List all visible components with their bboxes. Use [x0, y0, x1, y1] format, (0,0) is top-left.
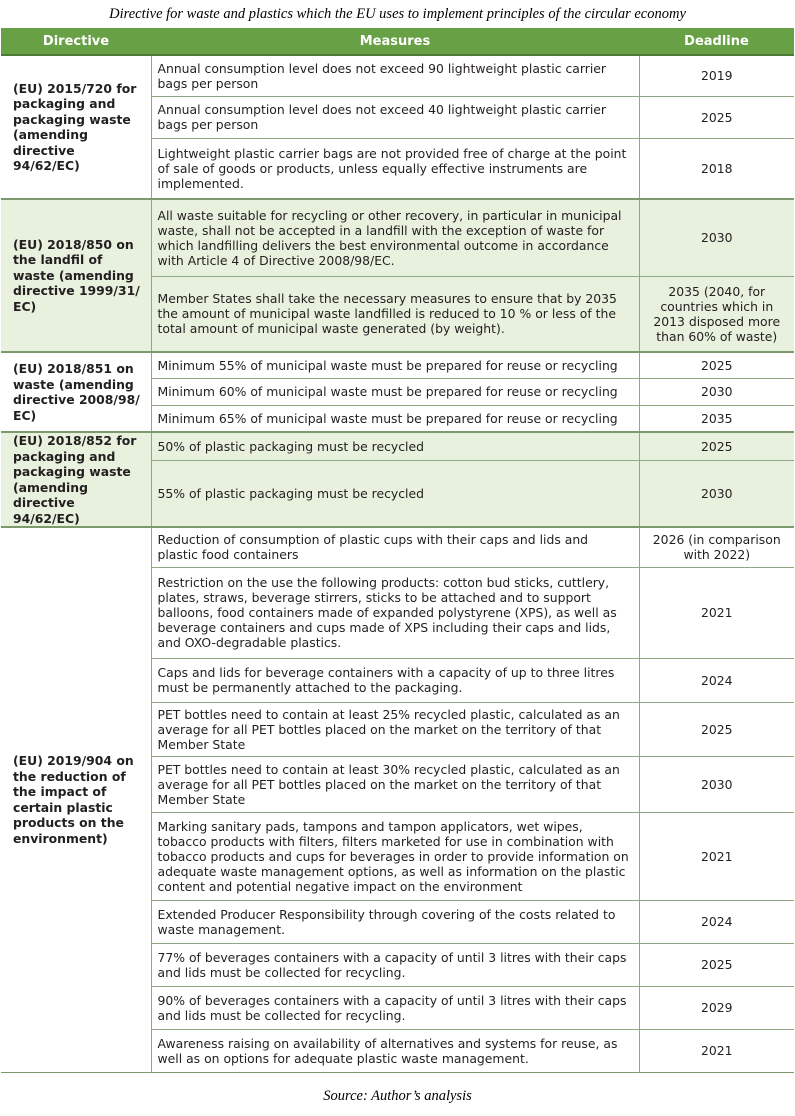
measure-cell: PET bottles need to contain at least 25% recycled plastic, calculated as an average for all PET bottles placed on the market on the territory of that Member State — [151, 702, 639, 756]
header-measures: Measures — [151, 28, 639, 55]
deadline-cell: 2025 — [639, 352, 794, 378]
deadline-cell: 2030 — [639, 199, 794, 276]
directive-cell: (EU) 2015/720 for packaging and packaging waste (amending directive 94/62/EC) — [1, 55, 151, 199]
table-header — [1, 28, 794, 55]
measure-cell: 55% of plastic packaging must be recycled — [151, 460, 639, 527]
deadline-cell: 2035 (2040, for countries which in 2013 disposed more than 60% of waste) — [639, 276, 794, 352]
measure-cell: Reduction of consumption of plastic cups with their caps and lids and plastic food containers — [151, 527, 639, 567]
measure-cell: Member States shall take the necessary measures to ensure that by 2035 the amount of municipal waste landfilled is reduced to 10 % or less of the total amount of municipal waste generated (by weight). — [151, 276, 639, 352]
deadline-cell: 2030 — [639, 756, 794, 812]
table-row — [1, 527, 794, 567]
measure-cell: 90% of beverages containers with a capacity of until 3 litres with their caps and lids must be collected for recycling. — [151, 986, 639, 1029]
directive-group — [1, 432, 794, 527]
directive-cell: (EU) 2018/851 on waste (amending directive 2008/98/ EC) — [1, 352, 151, 432]
measure-cell: Awareness raising on availability of alternatives and systems for reuse, as well as on options for adequate plastic waste management. — [151, 1029, 639, 1072]
measure-cell: Minimum 55% of municipal waste must be prepared for reuse or recycling — [151, 352, 639, 378]
table-source: Source: Author’s analysis — [323, 1088, 472, 1104]
directive-group — [1, 55, 794, 199]
directive-group — [1, 352, 794, 432]
directive-group — [1, 199, 794, 352]
measure-cell: Annual consumption level does not exceed 40 lightweight plastic carrier bags per person — [151, 96, 639, 138]
measure-cell: Caps and lids for beverage containers with a capacity of up to three litres must be permanently attached to the packaging. — [151, 658, 639, 702]
directive-group — [1, 527, 794, 1072]
directive-cell: (EU) 2019/904 on the reduction of the impact of certain plastic products on the environment) — [1, 527, 151, 1072]
measure-cell: Lightweight plastic carrier bags are not provided free of charge at the point of sale of goods or products, unless equally effective instruments are implemented. — [151, 138, 639, 199]
table-row — [1, 55, 794, 96]
measure-cell: Minimum 60% of municipal waste must be prepared for reuse or recycling — [151, 378, 639, 405]
measure-cell: Restriction on the use the following products: cotton bud sticks, cuttlery, plates, straws, beverage stirrers, sticks to be attached and to support balloons, food containers made of expanded polystyrene (XPS), as well as beverage containers and cups made of XPS including their caps and lids, and OXO-degradable plastics. — [151, 567, 639, 658]
deadline-cell: 2030 — [639, 460, 794, 527]
measure-cell: 50% of plastic packaging must be recycled — [151, 432, 639, 460]
deadline-cell: 2018 — [639, 138, 794, 199]
measure-cell: 77% of beverages containers with a capacity of until 3 litres with their caps and lids must be collected for recycling. — [151, 943, 639, 986]
deadline-cell: 2021 — [639, 812, 794, 900]
table-row — [1, 432, 794, 460]
deadline-cell: 2029 — [639, 986, 794, 1029]
measure-cell: Minimum 65% of municipal waste must be prepared for reuse or recycling — [151, 405, 639, 432]
table-row — [1, 199, 794, 276]
measure-cell: Marking sanitary pads, tampons and tampon applicators, wet wipes, tobacco products with filters, filters marketed for use in combination with tobacco products and cups for beverages in order to provide information on adequate waste management options, as well as information on the plastic content and potential negative impact on the environment — [151, 812, 639, 900]
deadline-cell: 2035 — [639, 405, 794, 432]
deadline-cell: 2019 — [639, 55, 794, 96]
deadline-cell: 2025 — [639, 702, 794, 756]
deadline-cell: 2026 (in comparison with 2022) — [639, 527, 794, 567]
measure-cell: All waste suitable for recycling or other recovery, in particular in municipal waste, shall not be accepted in a landfill with the exception of waste for which landfilling delivers the best environmental outcome in accordance with Article 4 of Directive 2008/98/EC. — [151, 199, 639, 276]
table-caption: Directive for waste and plastics which the EU uses to implement principles of the circular economy — [109, 6, 686, 22]
deadline-cell: 2025 — [639, 943, 794, 986]
measure-cell: PET bottles need to contain at least 30% recycled plastic, calculated as an average for all PET bottles placed on the market on the territory of that Member State — [151, 756, 639, 812]
header-deadline: Deadline — [639, 28, 794, 55]
deadline-cell: 2021 — [639, 567, 794, 658]
measure-cell: Annual consumption level does not exceed 90 lightweight plastic carrier bags per person — [151, 55, 639, 96]
table-row — [1, 352, 794, 378]
deadline-cell: 2024 — [639, 658, 794, 702]
deadline-cell: 2025 — [639, 96, 794, 138]
deadline-cell: 2030 — [639, 378, 794, 405]
deadline-cell: 2024 — [639, 900, 794, 943]
measure-cell: Extended Producer Responsibility through covering of the costs related to waste management. — [151, 900, 639, 943]
deadline-cell: 2021 — [639, 1029, 794, 1072]
directives-table — [1, 28, 794, 1073]
directive-cell: (EU) 2018/852 for packaging and packaging waste (amending directive 94/62/EC) — [1, 432, 151, 527]
header-directive: Directive — [1, 28, 151, 55]
deadline-cell: 2025 — [639, 432, 794, 460]
directive-cell: (EU) 2018/850 on the landfil of waste (amending directive 1999/31/ EC) — [1, 199, 151, 352]
